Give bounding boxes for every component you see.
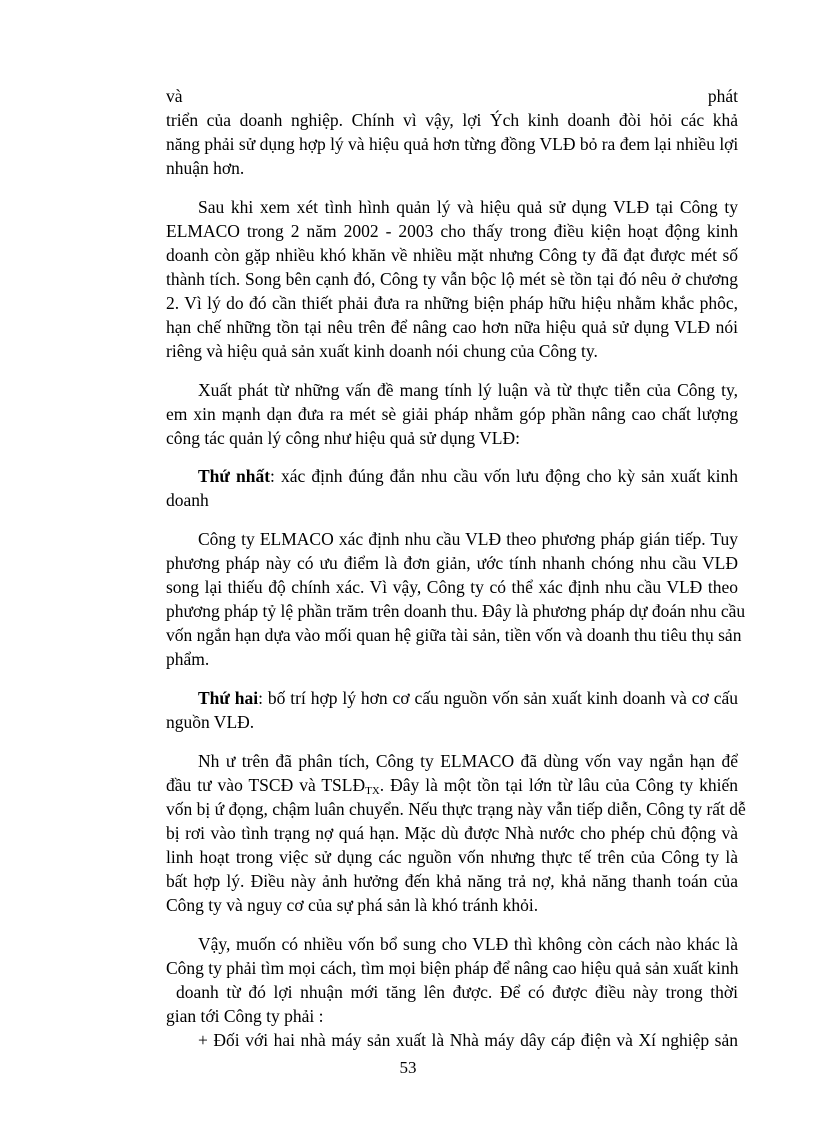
p2-line-6: hạn chế những tồn tại nêu trên để nâng cao hơn nữa hiệu quả sử dụng VLĐ nói	[166, 317, 738, 337]
p7-line-7: Công ty và nguy cơ của sự phá sản là khó tránh khỏi.	[166, 895, 539, 915]
p7-line-2	[166, 773, 738, 797]
p4-line-2: doanh	[166, 490, 209, 510]
p6-line-2: nguồn VLĐ.	[166, 712, 255, 732]
p3-line-2: em xin mạnh dạn đưa ra mét sè giải pháp nhằm góp phần nâng cao chất lượng	[166, 404, 738, 424]
p7-line-4: bị rơi vào tình trạng nợ quá hạn. Mặc dù được Nhà nước cho phép chủ động và	[166, 823, 738, 843]
p1-line-4: nhuận hơn.	[166, 158, 245, 178]
p4-heading-bold: Thứ nhất	[198, 466, 271, 486]
p1-line-1-start: và	[166, 86, 183, 106]
p7-line-3: vốn bị ứ đọng, chậm luân chuyển. Nếu thực trạng này vẫn tiếp diễn, Công ty rất dễ	[166, 799, 746, 819]
p1-line-1-end: phát	[707, 86, 738, 106]
p3-line-3: công tác quản lý công như hiệu quả sử dụng VLĐ:	[166, 428, 520, 448]
p2-line-3: doanh còn gặp nhiều khó khăn về nhiều mặt nhưng Công ty đã đạt được mét số	[166, 245, 738, 265]
p4-line-1	[198, 464, 738, 488]
p6-line-1	[198, 686, 738, 710]
p7-line-5: linh hoạt trong việc sử dụng các nguồn vốn nhưng thực tế trên của Công ty là	[166, 847, 738, 867]
p5-line-1: Công ty ELMACO xác định nhu cầu VLĐ theo phương pháp gián tiếp. Tuy	[198, 529, 738, 549]
p6-line-1-text: : bố trí hợp lý hơn cơ cấu nguồn vốn sản xuất kinh doanh và cơ cấu	[258, 688, 738, 708]
p2-line-4: thành tích. Song bên cạnh đó, Công ty vẫn bộc lộ mét sè tồn tại đó nêu ở chương	[166, 269, 738, 289]
p2-line-5: 2. Vì lý do đó cần thiết phải đưa ra những biện pháp hữu hiệu nhằm khắc phôc,	[166, 293, 738, 313]
p2-line-1: Sau khi xem xét tình hình quản lý và hiệu quả sử dụng VLĐ tại Công ty	[198, 197, 738, 217]
p7-line-6: bất hợp lý. Điều này ảnh hưởng đến khả năng trả nợ, khả năng thanh toán của	[166, 871, 738, 891]
page-number: 53	[399, 1058, 417, 1077]
p8-line-2: Công ty phải tìm mọi cách, tìm mọi biện pháp để nâng cao hiệu quả sản xuất kinh	[166, 958, 739, 978]
p5-line-4: phương pháp tỷ lệ phần trăm trên doanh thu. Đây là phương pháp dự đoán nhu cầu	[166, 601, 746, 621]
p1-line-3: năng phải sử dụng hợp lý và hiệu quả hơn từng đồng VLĐ bỏ ra đem lại nhiều lợi	[166, 134, 739, 154]
p1-line-1	[166, 84, 738, 108]
p1-line-2: triển của doanh nghiệp. Chính vì vậy, lợi Ých kinh doanh đòi hỏi các khả	[166, 110, 738, 130]
p6-heading-bold: Thứ hai	[198, 688, 259, 708]
p8-line-1: Vậy, muốn có nhiều vốn bổ sung cho VLĐ thì không còn cách nào khác là	[198, 934, 738, 954]
p7-line-2-end: . Đây là một tồn tại lớn từ lâu của Công ty khiến	[379, 775, 739, 795]
p7-line-1: Nh ư trên đã phân tích, Công ty ELMACO đã dùng vốn vay ngắn hạn để	[198, 751, 738, 771]
p5-line-5: vốn ngắn hạn dựa vào mối quan hệ giữa tài sản, tiền vốn và doanh thu tiêu thụ sản	[166, 625, 742, 645]
p8-line-3: doanh từ đó lợi nhuận mới tăng lên được. Để có được điều này trong thời	[176, 982, 738, 1002]
p5-line-6: phẩm.	[166, 649, 210, 669]
p5-line-3: song lại thiếu độ chính xác. Vì vậy, Công ty có thể xác định nhu cầu VLĐ theo	[166, 577, 738, 597]
p7-line-2-subscript: TX	[365, 785, 380, 797]
p5-line-2: phương pháp này có ưu điểm là đơn giản, ước tính nhanh chóng nhu cầu VLĐ	[166, 553, 738, 573]
p8-line-5: + Đối với hai nhà máy sản xuất là Nhà máy dây cáp điện và Xí nghiệp sản	[198, 1030, 738, 1050]
p8-line-4: gian tới Công ty phải :	[166, 1006, 324, 1026]
p7-line-2-start: đầu tư vào TSCĐ và TSLĐ	[166, 775, 366, 795]
p3-line-1: Xuất phát từ những vấn đề mang tính lý luận và từ thực tiễn của Công ty,	[198, 380, 738, 400]
p2-line-2: ELMACO trong 2 năm 2002 - 2003 cho thấy trong điều kiện hoạt động kinh	[166, 221, 738, 241]
p2-line-7: riêng và hiệu quả sản xuất kinh doanh nói chung của Công ty.	[166, 341, 598, 361]
p4-line-1-text: : xác định đúng đắn nhu cầu vốn lưu động cho kỳ sản xuất kinh	[270, 466, 739, 486]
